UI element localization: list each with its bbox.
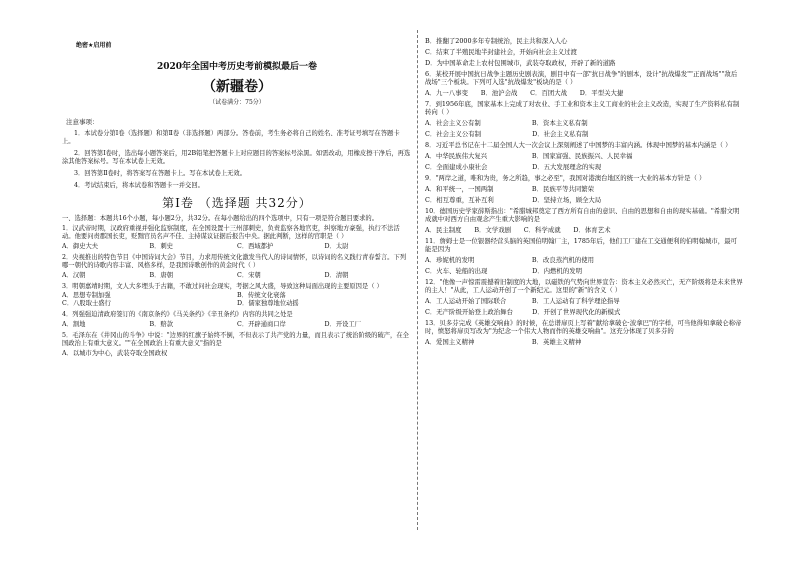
notice-item: 4．考试结束后，将本试卷和答题卡一并交回。 [74, 181, 204, 189]
text-line: 10．德国历史学家薛斯指出："希腊城邦奠定了西方所有自由的意识、自由的思想和自由的现实基础。"希腊文明成就中对西方自由观念产生重大影响的是 [425, 207, 740, 223]
option: A．割地 [62, 320, 86, 328]
text-line: 12．"他像一声惊雷震撼着旧制度的大地，以磁铁的气势向世界宣告：资本主义必然灭亡，无产阶级将是未来世界的主人！"从此，工人运动开创了一个新纪元。这里的"新"的含义（ ） [425, 278, 743, 294]
option: C．开辟通商口岸 [237, 320, 286, 328]
option: A．汉朝 [62, 271, 86, 279]
option: C．八股取士盛行 [62, 300, 111, 308]
text-line: C．全面建成小康社会 D．五大发展理念的实现 [425, 163, 602, 171]
confidential-mark: 绝密★启用前 [76, 42, 112, 49]
question-options [62, 272, 412, 280]
text-line: A．民主制度 B．文学戏剧 C．科学成就 D．体育艺术 [425, 226, 611, 234]
question-options [62, 292, 412, 308]
left-column [62, 34, 412, 357]
option: D．开设工厂 [324, 320, 362, 328]
text-line: B．推翻了2000多年专制统治，民主共和深入人心 [425, 37, 568, 45]
question-options [62, 350, 412, 358]
notice-item: 2．回答第Ⅰ卷时，选出每小题答案后，用2B铅笔把答题卡上对应题目的答案标号涂黑。如需改动，用橡皮擦干净后，再选涂其他答案标号。写在本试卷上无效。 [62, 150, 411, 165]
right-column [425, 34, 743, 346]
text-line: A．和平统一，一国两制 B．民族平等共同繁荣 [425, 185, 595, 193]
text-line: C．社会主义公有制 D．社会主义私有制 [425, 130, 589, 138]
option: A．以城市为中心，武装夺取全国政权 [62, 349, 168, 357]
option: C．宋朝 [237, 271, 261, 279]
option: A．御史大夫 [62, 243, 99, 251]
question-stem: 1．汉武帝时期，汉政府重视并强化监察制度，在全国设置十三州部刺史，负责监察各地官吏，纠察地方豪强，执行不法活动。他要问责郡国长吏，贬黜官员名声不佳、主持谋议证据后报告中央。据此判断，这样的官职是（ ） [62, 225, 400, 241]
column-divider [417, 30, 418, 530]
text-line: C．结束了半殖民地半封建社会，开始向社会主义过渡 [425, 48, 577, 56]
text-line: C．无产阶级开始登上政治舞台 D．开创了世界现代化的新模式 [425, 308, 621, 316]
text-line: 13．贝多芬完成《英雄交响曲》的时候，在总谱扉页上写着"献给拿破仑·波拿巴"的字样，可当他得知拿破仑称帝时，愤怒将扉页写改为"为纪念一个伟大人物而作的英雄交响曲"。这充分体现了贝多芬的 [425, 319, 742, 335]
exam-score: （试卷满分：75分） [209, 98, 265, 106]
part-title: 第Ⅰ卷 （选择题 共32分） [162, 195, 312, 210]
option: D．儒家独尊地位动摇 [237, 300, 299, 308]
question-stem: 4．列强强迫清政府签订的《南京条约》《马关条约》《辛丑条约》内容的共同之处是 [62, 311, 293, 319]
text-line: A．社会主义公有制 B．资本主义私有制 [425, 119, 588, 127]
option: C．西域都护 [237, 243, 274, 251]
question-stem: 2．央视推出的特色节目《中国诗词大会》节目，力求用传统文化激发当代人的诗词情怀，以诗词的名义践行青春誓言。下列哪一朝代的诗歌内容丰富、风格多样，是我国诗歌创作的黄金时代（ ） [62, 253, 407, 269]
text-line: D．为中国革命走上农村包围城市，武装夺取政权，开辟了新的道路 [425, 59, 616, 67]
option: D．清朝 [324, 271, 349, 279]
notice-title: 注意事项： [66, 118, 99, 127]
question-options [62, 321, 412, 329]
exam-title: 2020年全国中考历史考前模拟最后一卷 [156, 62, 318, 72]
text-line: 7．到1956年底，国家基本上完成了对农业、手工业和资本主义工商业的社会主义改造，实现了生产资料私有制转向（ ） [425, 100, 740, 116]
question-stem: 5．毛泽东在《井冈山的斗争》中说："边界的红旗子始终不倒，不但表示了共产党的力量，而且表示了统治阶级的破产，在全国政治上有重大意义。""在全国政治上有重大意义"指的是 [62, 331, 409, 347]
option: D．太尉 [324, 243, 349, 251]
text-line: A．中华民族伟大复兴 B．国家富强、民族振兴、人民幸福 [425, 152, 633, 160]
text-line: A．珍妮机的发明 B．改良蒸汽机的使用 [425, 256, 595, 264]
section-heading: 一、选择题：本题共16个小题，每小题2分，共32分。在每小题给出的四个选项中，只有一项是符合题目要求的。 [62, 214, 378, 222]
text-line: A．工人运动开始了国际联合 B．工人运动有了科学理论指导 [425, 297, 620, 305]
notice-item: 3．回答第Ⅱ卷时，将答案写在答题卡上。写在本试卷上无效。 [74, 169, 247, 177]
option: B．赔款 [149, 320, 174, 328]
question-stem: 3．明朝嘉靖时期，文人大多埋头于古籍，不敢过问社会现实，考据之风大盛，导致这种局面出现的主要原因是（ ） [62, 282, 383, 290]
text-line: 9．"两岸之道，唯和为贵，务之所趋，事之必至"，我国对港澳台地区的统一大业的基本方针是（ ） [425, 174, 706, 182]
text-line: 8．习近平总书记在十二届全国人大一次会议上深刻阐述了中国梦的丰富内涵。体现中国梦的基本内涵是（ ） [425, 141, 732, 149]
notice-item: 1．本试卷分第Ⅰ卷（选择题）和第Ⅱ卷（非选择题）两部分。答卷前，考生务必将自己的姓名、准考证号填写在答题卡上。 [62, 130, 400, 146]
text-line: A．爱国主义精神 B．英雄主义精神 [425, 338, 582, 346]
exam-subtitle: （新疆卷） [202, 79, 272, 96]
option: B．刺史 [149, 243, 174, 251]
text-line: C．火车、轮船的出现 D．内燃机的发明 [425, 267, 582, 275]
question-options [62, 243, 412, 251]
text-line: C．相互尊重，互补互利 D．坚持立场，顾全大局 [425, 196, 602, 204]
option: B．传统文化衰落 [237, 292, 286, 300]
option: B．唐朝 [149, 271, 174, 279]
text-line: A．九一八事变 B．池沪会战 C．百团大战 D．平型关大捷 [425, 89, 624, 97]
option: A．思想专制加强 [62, 292, 111, 300]
text-line: 11．詹姆士是一位银器经营头脑的英国伯明翰厂主，1785年后，他们工厂建在工交通便利的伯明翰城市，最可能是因为 [425, 237, 737, 253]
text-line: 6．某校开展中国抗日战争主题历史剧表演，剧目中有一部"抗日战争"的剧本，设计"抗战爆发""正面战场""敌后战场"三个板块。下列可入选"抗战爆发"板块的是（ ） [425, 70, 738, 86]
